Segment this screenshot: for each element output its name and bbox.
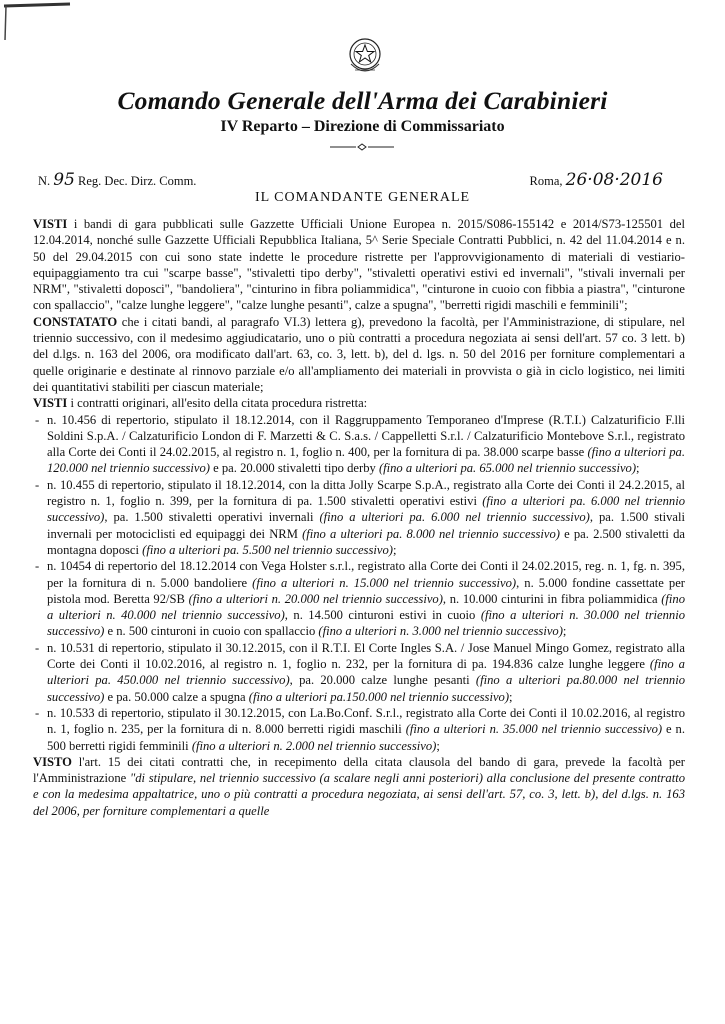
- handwritten-date: 26·08·2016: [565, 170, 663, 190]
- lead-word: CONSTATATO: [33, 314, 118, 329]
- document-title: IL COMANDANTE GENERALE: [254, 190, 471, 205]
- list-item: - n. 10454 di repertorio del 18.12.2014 con Vega Holster s.r.l., registrato alla Corte dei Conti il 24.02.2015, reg. n. 1, fg. n. 395, per la fornitura di n. 5.000 bandoliere (fino a ulteriori n. 15.000 nel triennio successivo), n. 5.000 fondine cassettate per pistola mod. Beretta 92/SB (fino a ulteriori n. 20.000 nel triennio successivo), n. 10.000 cinturini in fibra poliammidica (fino a ulteriori n. 40.000 nel triennio successivo), n. 14.500 cinturoni estivi in cuoio (fino a ulteriori n. 30.000 nel triennio successivo) e n. 500 cinturoni in cuoio con spallaccio (fino a ulteriori n. 3.000 nel triennio successivo);: [33, 558, 685, 639]
- number-prefix: N.: [38, 174, 51, 188]
- lead-word: VISTO: [33, 754, 72, 769]
- list-item: - n. 10.456 di repertorio, stipulato il 18.12.2014, con il Raggruppamento Temporaneo d'Imprese (R.T.I.) Calzaturificio F.lli Soldini S.p.A. / Calzaturificio London di F. Marzetti & C. S.a.s. / Cappelletti S.r.l. / Calzaturificio Montebove S.r.l., registrato alla Corte dei Conti il 24.02.2015, al registro n. 1, foglio n. 400, per la fornitura di pa. 38.000 scarpe basse (fino a ulteriori pa. 120.000 nel triennio successivo) e pa. 20.000 stivaletti tipo derby (fino a ulteriori pa. 65.000 nel triennio successivo);: [33, 412, 685, 477]
- paragraph-constatato: [33, 314, 685, 395]
- paragraph-text: che i citati bandi, al paragrafo VI.3) lettera g), prevedono la facoltà, per l'Amministrazione, di stipulare, nel triennio successivo, con il medesimo aggiudicatario, uno o più contratti a procedura negoziata ai sensi dell'art. 57 co. 3 lett. b) del d.lgs. n. 163 del 2006, ora modificato dall'art. 63, co. 3, lett. b), del d. lgs. n. 50 del 2016 per forniture complementari a quelle originarie e destinate al rinnovo parziale e/o all'ampliamento dei materiali in provvista o già in ciclo logistico, nei limiti dei quantitativi stabiliti per ciascun materiale;: [33, 314, 685, 394]
- list-item: - n. 10.531 di repertorio, stipulato il 30.12.2015, con il R.T.I. El Corte Ingles S.A. / Jose Manuel Mingo Gomez, registrato alla Corte dei Conti il 10.02.2016, al registro n. 1, foglio n. 232, per la fornitura di pa. 194.836 calze lunghe leggere (fino a ulteriori pa. 450.000 nel triennio successivo), pa. 20.000 calze lunghe pesanti (fino a ulteriori pa.80.000 nel triennio successivo) e pa. 50.000 calze a spugna (fino a ulteriori pa.150.000 nel triennio successivo);: [33, 640, 685, 705]
- document-body: [33, 216, 685, 819]
- paragraph-visti-contratti: [33, 395, 685, 411]
- register-label: Reg. Dec. Dirz. Comm.: [78, 174, 197, 188]
- place: Roma,: [529, 174, 563, 188]
- handwritten-number: 95: [53, 170, 75, 190]
- organization-name: Comando Generale dell'Arma dei Carabinieri: [117, 86, 608, 115]
- place-date: [530, 170, 663, 190]
- paragraph-visti-bandi: [33, 216, 685, 314]
- list-item: - n. 10.533 di repertorio, stipulato il 30.12.2015, con La.Bo.Conf. S.r.l., registrato alla Corte dei Conti il 10.02.2016, al registro n. 1, foglio n. 235, per la fornitura di n. 8.000 berretti rigidi maschili (fino a ulteriori n. 35.000 nel triennio successivo) e n. 500 berretti rigidi femminili (fino a ulteriori n. 2.000 nel triennio successivo);: [33, 705, 685, 754]
- paragraph-text: l'art. 15 dei citati contratti che, in recepimento della citata clausola del bando di gara, prevede la facoltà per l'Amministrazione: [33, 754, 685, 786]
- paragraph-text: i bandi di gara pubblicati sulle Gazzette Ufficiali Unione Europea n. 2015/S086-155142 e 2014/S73-125501 del 12.04.2014, nonché sulle Gazzette Ufficiali Repubblica Italiana, 5^ Serie Speciale Contratti Pubblici, n. 42 del 11.04.2014 e n. 50 del 29.04.2015 con cui sono state indette le procedure ristrette per l'approvvigionamento di materiali di vestiario-equipaggiamento tra cui "scarpe basse", "stivaletti tipo derby", "stivaletti operativi estivi ed invernali", "stivali invernali per NRM", "stivaletti doposci", "bandoliera", "cinturino in fibra poliammidica", "cinturone in cuoio con fibbia a piastra", "cinturone con spallaccio", "calze lunghe leggere", "calze lunghe pesanti", calze a spugna", "berretti rigidi maschili e femminili";: [33, 217, 685, 313]
- paragraph-text: i contratti originari, all'esito della citata procedura ristretta:: [67, 396, 368, 411]
- corner-mark: [0, 0, 90, 40]
- register-reference: [38, 170, 196, 190]
- lead-word: VISTI: [33, 396, 68, 411]
- italian-republic-emblem-icon: [346, 34, 384, 78]
- quoted-clause: "di stipulare, nel triennio successivo (a scalare negli anni posteriori) alla conclusione del presente contratto e con la medesima appaltatrice, uno o più contratti a procedura negoziata, ai sensi dell'art. 57, co. 3, lett. b), del d.lgs. n. 163 del 2006, per forniture complementari a quelle: [33, 771, 685, 818]
- list-item: - n. 10.455 di repertorio, stipulato il 18.12.2014, con la ditta Jolly Scarpe S.p.A., registrato alla Corte dei Conti il 24.2.2015, al registro n. 1, foglio n. 399, per la fornitura di pa. 1.500 stivaletti operativi estivi (fino a ulteriori pa. 6.000 nel triennio successivo), pa. 1.500 stivaletti operativi invernali (fino a ulteriori pa. 6.000 nel triennio successivo), pa. 1.500 stivali invernali per motociclisti ed equipaggi dei NRM (fino a ulteriori pa. 8.000 nel triennio successivo) e pa. 2.500 stivaletti da montagna doposci (fino a ulteriori pa. 5.500 nel triennio successivo);: [33, 477, 685, 558]
- department-name: IV Reparto – Direzione di Commissariato: [220, 118, 505, 135]
- paragraph-visto-art15: [33, 754, 685, 819]
- lead-word: VISTI: [33, 217, 68, 231]
- ornament-divider: [330, 143, 394, 151]
- contracts-list: [33, 412, 685, 754]
